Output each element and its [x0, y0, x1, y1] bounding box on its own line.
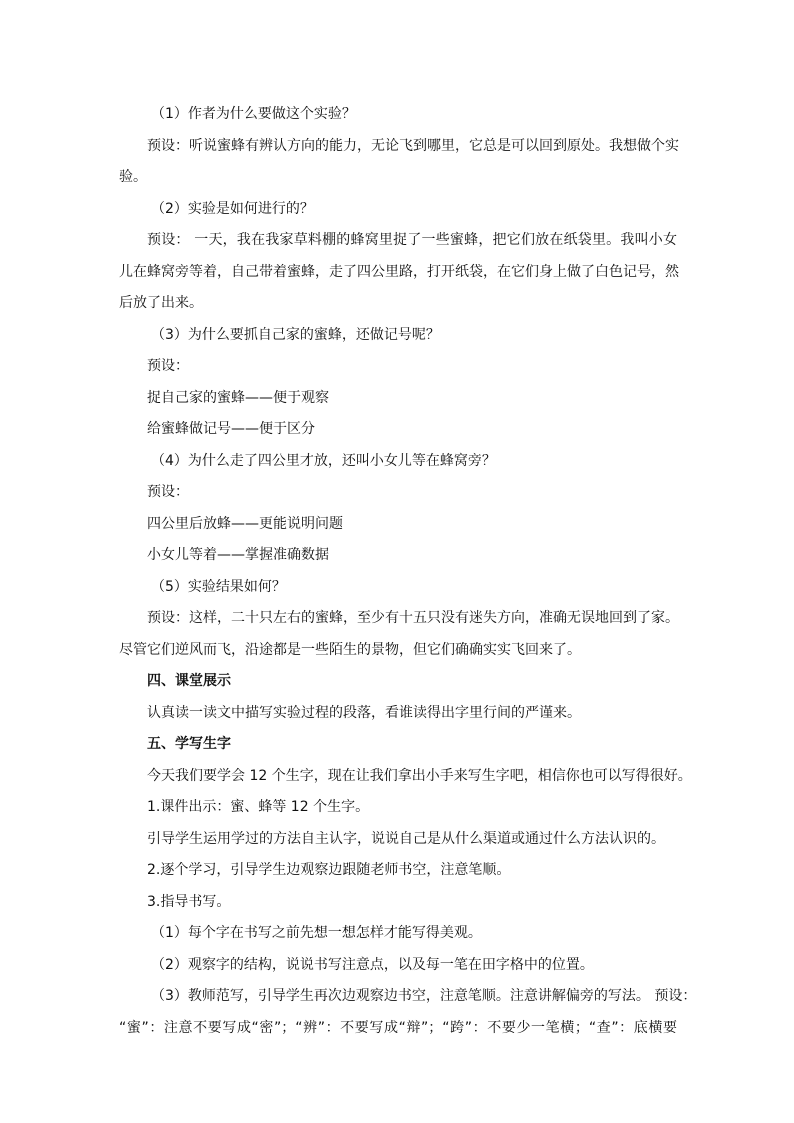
- step-3-item-3-line-1: （3）教师范写，引导学生再次边观察边书空，注意笔顺。注意讲解偏旁的写法。 预设：: [151, 988, 697, 1004]
- answer-4-label: 预设：: [147, 484, 189, 500]
- step-3-item-3-line-2: “蜜”：注意不要写成“密”；“辨”：不要写成“辩”；“跨”：不要少一笔横；“查”：底横要: [119, 1019, 677, 1036]
- answer-5-line-2: 尽管它们逆风而飞，沿途都是一些陌生的景物，但它们确确实实飞回来了。: [119, 641, 581, 658]
- question-5: （5）实验结果如何？: [151, 578, 286, 595]
- answer-4-item-2: 小女儿等着——掌握准确数据: [147, 547, 329, 563]
- section-heading-4: 四、课堂展示: [147, 673, 231, 689]
- step-1-detail: 引导学生运用学过的方法自主认字，说说自己是从什么渠道或通过什么方法认识的。: [147, 830, 665, 847]
- step-2: 2.逐个学习，引导学生边观察边跟随老师书空，注意笔顺。: [147, 862, 511, 878]
- question-2: （2）实验是如何进行的？: [151, 200, 314, 217]
- section-heading-5: 五、学写生字: [147, 736, 231, 752]
- step-3: 3.指导书写。: [147, 893, 231, 910]
- step-1: 1.课件出示：蜜、蜂等 12 个生字。: [147, 799, 370, 815]
- step-3-item-1: （1）每个字在书写之前先想一想怎样才能写得美观。: [151, 925, 482, 941]
- section-4-text: 认真读一读文中描写实验过程的段落，看谁读得出字里行间的严谨来。: [147, 704, 581, 721]
- section-5-intro: 今天我们要学会 12 个生字，现在让我们拿出小手来写生字吧，相信你也可以写得很好。: [147, 767, 692, 784]
- answer-5-line-1: 预设：这样，二十只左右的蜜蜂，至少有十五只没有迷失方向，准确无误地回到了家。: [147, 610, 679, 626]
- answer-2-line-1: 预设： 一天，我在我家草料棚的蜂窝里捉了一些蜜蜂，把它们放在纸袋里。我叫小女: [147, 232, 677, 248]
- answer-2-line-3: 后放了出来。: [119, 295, 203, 311]
- document-body: [119, 99, 697, 1044]
- answer-3-item-2: 给蜜蜂做记号——便于区分: [147, 421, 315, 437]
- question-1: （1）作者为什么要做这个实验？: [151, 106, 356, 122]
- answer-3-item-1: 捉自己家的蜜蜂——便于观察: [147, 389, 329, 406]
- answer-4-item-1: 四公里后放蜂——更能说明问题: [147, 515, 343, 532]
- answer-1-line-1: 预设：听说蜜蜂有辨认方向的能力，无论飞到哪里，它总是可以回到原处。我想做个实: [147, 137, 679, 154]
- answer-2-line-2: 儿在蜂窝旁等着，自己带着蜜蜂，走了四公里路，打开纸袋，在它们身上做了白色记号，然: [119, 263, 679, 280]
- question-4: （4）为什么走了四公里才放，还叫小女儿等在蜂窝旁？: [151, 452, 496, 469]
- question-3: （3）为什么要抓自己家的蜜蜂，还做记号呢？: [151, 326, 440, 343]
- step-3-item-2: （2）观察字的结构，说说书写注意点，以及每一笔在田字格中的位置。: [151, 956, 594, 973]
- answer-1-line-2: 验。: [119, 169, 147, 185]
- answer-3-label: 预设：: [147, 358, 189, 374]
